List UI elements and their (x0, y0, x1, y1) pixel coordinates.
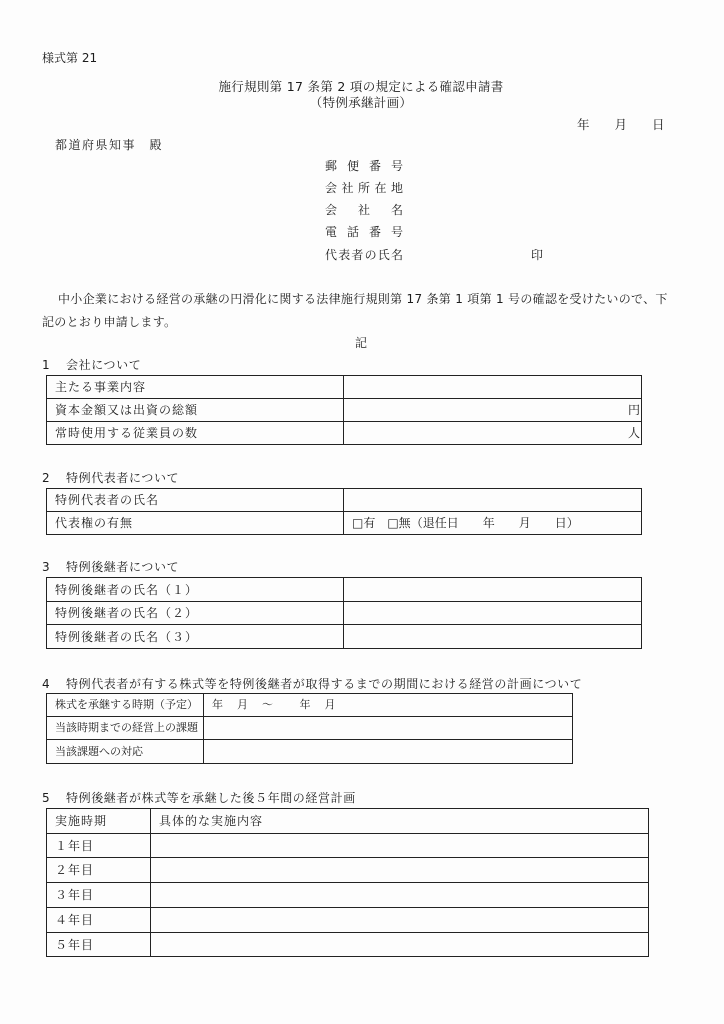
phone-number-label: 電 話 番 号 (325, 225, 403, 239)
section-2-number: 2 (42, 471, 50, 485)
seal-mark: 印 (531, 248, 544, 262)
year-2-details-cell (151, 858, 649, 883)
transition-plan-table (46, 693, 573, 764)
representation-right-options (344, 512, 642, 535)
employee-count-label: 常時使用する従業員の数 (47, 422, 344, 445)
year-3-details-cell (151, 883, 649, 908)
table-row (47, 376, 642, 399)
table-row (47, 399, 642, 422)
capital-amount-label: 資本金額又は出資の総額 (47, 399, 344, 422)
table-row (47, 602, 642, 625)
table-row (47, 694, 573, 717)
five-year-plan-table (46, 808, 649, 957)
checkbox-yes: □有 (352, 516, 376, 530)
addressee: 都道府県知事 殿 (55, 138, 164, 152)
issue-response-value-cell (204, 740, 573, 764)
section-1-heading: 会社について (66, 358, 142, 372)
succession-timing-label: 株式を承継する時期（予定） (47, 694, 204, 717)
table-row (47, 625, 642, 649)
representation-right-label: 代表権の有無 (47, 512, 344, 535)
table-row (47, 908, 649, 933)
successor-name-2-value-cell (344, 602, 642, 625)
table-row (47, 489, 642, 512)
issue-response-label: 当該課題への対応 (47, 740, 204, 764)
table-row (47, 834, 649, 858)
succession-timing-value: 年 月 ～ 年 月 (204, 694, 573, 717)
year-4-label: ４年目 (47, 908, 151, 933)
year-5-label: ５年目 (47, 933, 151, 957)
section-1-number: 1 (42, 358, 50, 372)
successor-table (46, 577, 642, 649)
retirement-date: （退任日 年 月 日） (410, 516, 579, 530)
company-address-label: 会 社 所 在 地 (325, 181, 403, 195)
representative-name-row-label: 特例代表者の氏名 (47, 489, 344, 512)
year-4-details-cell (151, 908, 649, 933)
successor-name-1-value-cell (344, 578, 642, 602)
successor-name-3-label: 特例後継者の氏名（３） (47, 625, 344, 649)
section-4-number: 4 (42, 677, 50, 691)
table-header-row (47, 809, 649, 834)
note-marker: 記 (355, 336, 368, 350)
year-3-label: ３年目 (47, 883, 151, 908)
section-3-number: 3 (42, 560, 50, 574)
table-row (47, 883, 649, 908)
successor-name-2-label: 特例後継者の氏名（２） (47, 602, 344, 625)
capital-amount-unit: 円 (344, 399, 642, 422)
section-5-heading: 特例後継者が株式等を承継した後５年間の経営計画 (66, 791, 356, 805)
section-3-heading: 特例後継者について (66, 560, 180, 574)
company-info-table (46, 375, 642, 445)
checkbox-no: □無 (387, 516, 411, 530)
representative-name-label: 代表者の氏名 (325, 248, 403, 262)
section-5-number: 5 (42, 791, 50, 805)
company-name-label: 会 社 名 (325, 203, 403, 217)
document-subtitle: （特例承継計画） (309, 95, 413, 110)
year-2-label: ２年目 (47, 858, 151, 883)
management-issues-label: 当該時期までの経営上の課題 (47, 717, 204, 740)
business-content-label: 主たる事業内容 (47, 376, 344, 399)
date-line: 年 月 日 (577, 117, 665, 132)
table-row (47, 422, 642, 445)
successor-name-1-label: 特例後継者の氏名（１） (47, 578, 344, 602)
employee-count-unit: 人 (344, 422, 642, 445)
year-5-details-cell (151, 933, 649, 957)
postal-code-label: 郵 便 番 号 (325, 159, 403, 173)
form-number: 様式第 21 (42, 51, 98, 65)
section-2-heading: 特例代表者について (66, 471, 180, 485)
table-row (47, 858, 649, 883)
representative-name-value-cell (344, 489, 642, 512)
statement-line-1: 中小企業における経営の承継の円滑化に関する法律施行規則第 17 条第 1 項第 1 号の確認を受けたいので、下 (58, 292, 668, 306)
table-row (47, 717, 573, 740)
management-issues-value-cell (204, 717, 573, 740)
year-1-details-cell (151, 834, 649, 858)
table-row (47, 578, 642, 602)
column-header-period: 実施時期 (47, 809, 151, 834)
table-row (47, 933, 649, 957)
year-1-label: １年目 (47, 834, 151, 858)
representative-table (46, 488, 642, 535)
table-row (47, 740, 573, 764)
column-header-details: 具体的な実施内容 (151, 809, 649, 834)
section-4-heading: 特例代表者が有する株式等を特例後継者が取得するまでの期間における経営の計画について (66, 677, 583, 691)
business-content-value-cell (344, 376, 642, 399)
successor-name-3-value-cell (344, 625, 642, 649)
statement-line-2: 記のとおり申請します。 (42, 315, 177, 329)
document-title: 施行規則第 17 条第 2 項の規定による確認申請書 (218, 79, 504, 94)
table-row (47, 512, 642, 535)
